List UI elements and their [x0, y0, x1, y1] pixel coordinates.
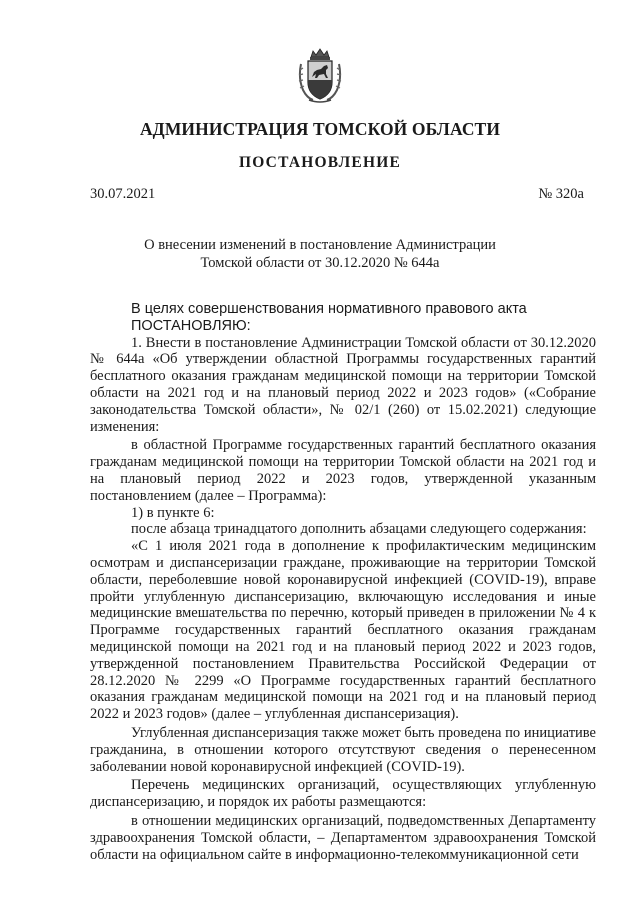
document-body: [90, 301, 596, 863]
document-type-title: ПОСТАНОВЛЕНИЕ: [238, 154, 402, 171]
preamble-paragraph: В целях совершенствования нормативного правового акта: [131, 301, 527, 317]
paragraph-subitem-1: 1) в пункте 6:: [131, 504, 215, 521]
paragraph-insertion-note: после абзаца тринадцатого дополнить абзацами следующего содержания:: [131, 521, 587, 538]
paragraph-item-1: 1. Внести в постановление Администрации Томской области от 30.12.2020 № 644а «Об утверждении областной Программы государственных гарантий бесплатного оказания гражданам медицинской помощи на территории Томской области на 2021 год и на плановый период 2022 и 2023 годов» («Собрание законодательства Томской области», № 02/1 (260) от 15.02.2021) следующие изменения:: [90, 334, 596, 435]
paragraph-quoted-2: Углубленная диспансеризация также может быть проведена по инициативе гражданина, в отношении которого отсутствуют сведения о перенесенном заболевании новой коронавирусной инфекцией (COVID-19).: [90, 724, 596, 775]
paragraph-quoted-4: в отношении медицинских организаций, подведомственных Департаменту здравоохранения Томской области, – Департаментом здравоохранения Томской области на официальном сайте в информационно-телекоммуникационной сети: [90, 812, 596, 863]
paragraph-quoted-1: «С 1 июля 2021 года в дополнение к профилактическим медицинским осмотрам и диспансеризации граждане, проживающие на территории Томской области, переболевшие новой коронавирусной инфекцией (COVID-19), вправе пройти углубленную диспансеризацию, включающую исследования и иные медицинские вмешательства по перечню, который приведен в приложении № 4 к Программе государственных гарантий бесплатного оказания гражданам медицинской помощи на 2021 год и на плановый период 2022 и 2023 годов, утвержденной постановлением Правительства Российской Федерации от 28.12.2020 № 2299 «О Программе государственных гарантий бесплатного оказания гражданам медицинской помощи на 2021 год и на плановый период 2022 и 2023 годов» (далее – углубленная диспансеризация).: [90, 538, 596, 723]
paragraph-program-amendment: в областной Программе государственных гарантий бесплатного оказания гражданам медицинской помощи на территории Томской области на 2021 год и на плановый период 2022 и 2023 годов, утвержденной указанным постановлением (далее – Программа):: [90, 437, 596, 504]
document-date: 30.07.2021: [90, 186, 156, 202]
paragraph-quoted-3: Перечень медицинских организаций, осуществляющих углубленную диспансеризацию, и порядок их работы размещаются:: [90, 777, 596, 811]
tomsk-region-coat-of-arms-icon: [297, 48, 343, 104]
subject-line-1: О внесении изменений в постановление Администрации: [144, 237, 496, 253]
subject-line-2: Томской области от 30.12.2020 № 644а: [200, 255, 440, 271]
organization-title: АДМИНИСТРАЦИЯ ТОМСКОЙ ОБЛАСТИ: [139, 119, 501, 139]
resolution-keyword: ПОСТАНОВЛЯЮ:: [131, 317, 251, 334]
document-number: № 320а: [538, 186, 584, 202]
document-subject: [0, 236, 640, 272]
